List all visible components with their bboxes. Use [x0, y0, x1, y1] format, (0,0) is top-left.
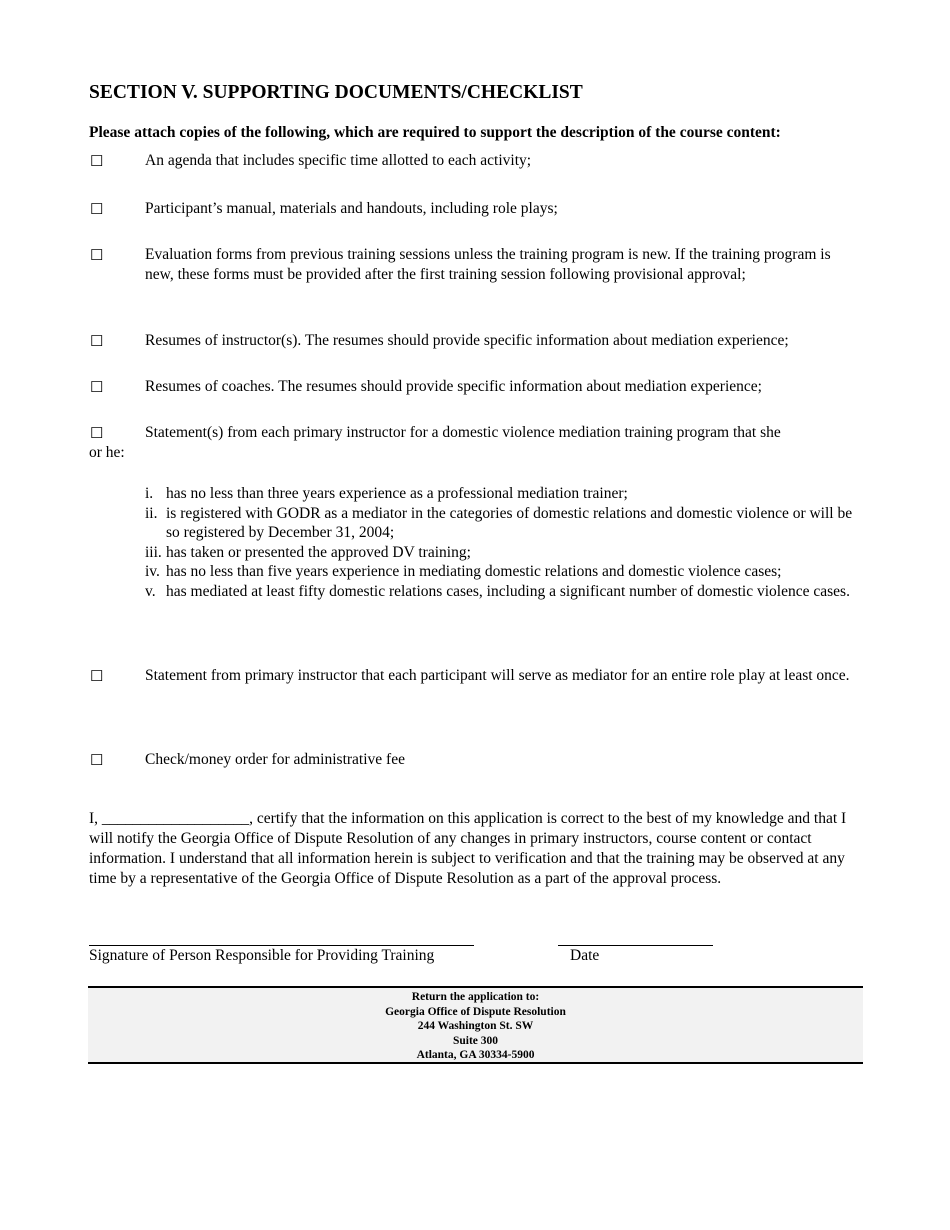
criteria-number: v. — [145, 582, 156, 600]
checkbox-instructor-statement[interactable]: ☐ — [90, 426, 104, 442]
checklist-item-instructor-statement: Statement(s) from each primary instructor for a domestic violence mediation training program that she — [145, 424, 781, 441]
criteria-text: has mediated at least fifty domestic relations cases, including a significant number of domestic violence cases. — [166, 582, 850, 600]
checkbox-evaluation-forms[interactable]: ☐ — [90, 248, 104, 264]
return-address-heading: Return the application to: — [411, 991, 540, 1003]
return-address-street: 244 Washington St. SW — [417, 1020, 534, 1032]
checklist-item-instructor-statement-cont: or he: — [89, 444, 125, 461]
checkbox-resumes-coaches[interactable]: ☐ — [90, 380, 104, 396]
checkbox-resumes-instructors[interactable]: ☐ — [90, 334, 104, 350]
criteria-item — [145, 504, 860, 543]
criteria-text: has taken or presented the approved DV training; — [166, 543, 471, 561]
criteria-item — [145, 543, 860, 563]
checklist-item-agenda: An agenda that includes specific time allotted to each activity; — [145, 152, 532, 169]
date-label: Date — [570, 947, 600, 964]
return-address-org: Georgia Office of Dispute Resolution — [385, 1005, 566, 1018]
checklist-item-participant-manual: Participant’s manual, materials and handouts, including role plays; — [145, 200, 558, 217]
criteria-item — [145, 582, 860, 602]
checklist-item-resumes-instructors: Resumes of instructor(s). The resumes should provide specific information about mediation experience; — [145, 332, 789, 349]
section-title: SECTION V. SUPPORTING DOCUMENTS/CHECKLIST — [89, 82, 583, 103]
checklist-item-evaluation-forms: Evaluation forms from previous training sessions unless the training program is new. If the training program is new, these forms must be provided after the first training session following provisional approval; — [145, 246, 831, 283]
checkbox-participant-manual[interactable]: ☐ — [90, 202, 104, 218]
checkbox-agenda[interactable]: ☐ — [90, 154, 104, 170]
return-address-city: Atlanta, GA 30334-5900 — [416, 1049, 535, 1061]
checkbox-admin-fee[interactable]: ☐ — [90, 753, 104, 769]
instructor-criteria-list — [145, 484, 860, 601]
intro-text: Please attach copies of the following, which are required to support the description of the course content: — [89, 124, 781, 141]
checklist-item-resumes-coaches: Resumes of coaches. The resumes should provide specific information about mediation experience; — [145, 378, 762, 395]
return-address-box — [88, 986, 863, 1064]
criteria-item — [145, 562, 860, 582]
checklist-item-role-play-statement: Statement from primary instructor that each participant will serve as mediator for an entire role play at least once. — [145, 667, 850, 684]
criteria-text: has no less than five years experience in mediating domestic relations and domestic violence cases; — [166, 563, 782, 580]
return-address-suite: Suite 300 — [452, 1034, 499, 1047]
criteria-number: ii. — [145, 504, 158, 522]
criteria-number: iii. — [145, 543, 162, 561]
certification-statement: I, ___________________, certify that the information on this application is correct to the best of my knowledge and that I will notify the Georgia Office of Dispute Resolution of any changes in primary instructors, course content or contact information. I understand that all information herein is subject to verification and that the training may be observed at any time by a representative of the Georgia Office of Dispute Resolution as a part of the approval process. — [89, 810, 847, 887]
criteria-number: iv. — [145, 563, 160, 580]
criteria-number: i. — [145, 485, 154, 502]
criteria-text: has no less than three years experience as a professional mediation trainer; — [166, 485, 628, 502]
criteria-text: is registered with GODR as a mediator in the categories of domestic relations and domestic violence or will be so registered by December 31, 2004; — [166, 504, 853, 541]
signature-label: Signature of Person Responsible for Providing Training — [89, 947, 435, 964]
checkbox-role-play-statement[interactable]: ☐ — [90, 669, 104, 685]
criteria-item — [145, 484, 860, 504]
checklist-item-admin-fee: Check/money order for administrative fee — [145, 751, 405, 768]
